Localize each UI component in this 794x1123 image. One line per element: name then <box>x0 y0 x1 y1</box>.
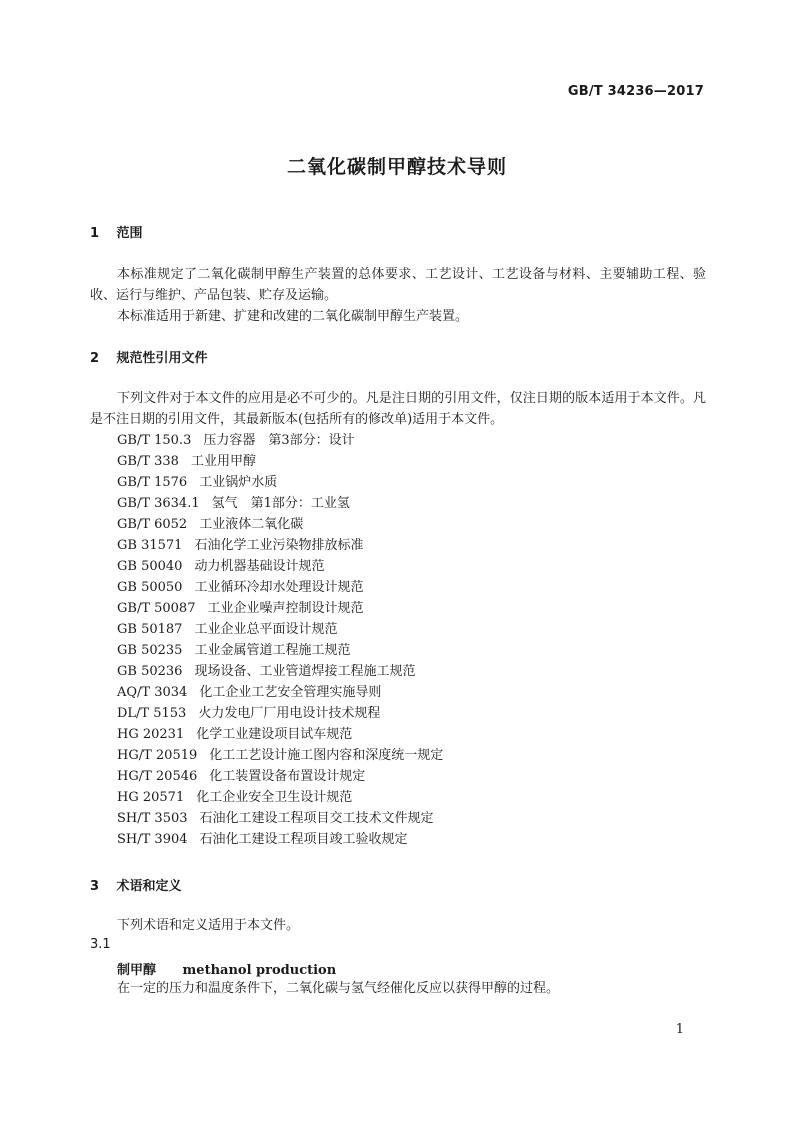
ref-title: 火力发电厂厂用电设计技术规程 <box>198 706 381 721</box>
ref-title: 动力机器基础设计规范 <box>194 559 325 574</box>
standard-number: GB/T 34236—2017 <box>567 84 704 99</box>
section-terms-heading <box>90 875 182 894</box>
ref-title: 压力容器 第3部分：设计 <box>203 433 355 448</box>
section-title: 规范性引用文件 <box>116 351 208 366</box>
ref-title: 工业锅炉水质 <box>199 475 278 490</box>
term-chinese: 制甲醇 <box>117 963 157 978</box>
ref-code: GB 31571 <box>117 538 183 553</box>
ref-code: GB/T 50087 <box>117 601 196 616</box>
ref-code: SH/T 3904 <box>117 832 188 847</box>
ref-title: 化工企业安全卫生设计规范 <box>196 790 353 805</box>
ref-code: GB 50187 <box>117 622 183 637</box>
ref-code: GB 50235 <box>117 643 183 658</box>
ref-code: HG 20231 <box>117 727 185 742</box>
list-item <box>117 577 443 598</box>
list-item <box>117 703 443 724</box>
ref-code: GB/T 1576 <box>117 475 188 490</box>
list-item <box>117 640 443 661</box>
ref-code: GB 50040 <box>117 559 183 574</box>
ref-title: 氢气 第1部分：工业氢 <box>211 496 350 511</box>
ref-title: 化工装置设备布置设计规定 <box>209 769 366 784</box>
ref-title: 工业用甲醇 <box>190 454 256 469</box>
refs-intro-paragraph: 下列文件对于本文件的应用是必不可少的。凡是注日期的引用文件，仅注日期的版本适用于本文件。凡是不注日期的引用文件，其最新版本(包括所有的修改单)适用于本文件。 <box>90 391 706 427</box>
ref-title: 化工企业工艺安全管理实施导则 <box>199 685 382 700</box>
scope-paragraph-2: 本标准适用于新建、扩建和改建的二氧化碳制甲醇生产装置。 <box>117 309 469 324</box>
term-entry-number: 3.1 <box>90 937 111 952</box>
list-item <box>117 619 443 640</box>
term-english: methanol production <box>182 963 337 978</box>
ref-code: HG/T 20519 <box>117 748 198 763</box>
ref-title: 化学工业建设项目试车规范 <box>196 727 353 742</box>
list-item <box>117 661 443 682</box>
list-item <box>117 766 443 787</box>
ref-code: GB/T 6052 <box>117 517 188 532</box>
reference-list <box>117 430 443 850</box>
section-scope-heading <box>90 222 143 241</box>
ref-title: 石油化学工业污染物排放标准 <box>194 538 364 553</box>
ref-code: HG 20571 <box>117 790 185 805</box>
ref-title: 工业循环冷却水处理设计规范 <box>194 580 364 595</box>
list-item <box>117 430 443 451</box>
document-title: 二氧化碳制甲醇技术导则 <box>286 156 507 178</box>
list-item <box>117 514 443 535</box>
section-title: 范围 <box>116 226 143 241</box>
ref-title: 工业金属管道工程施工规范 <box>194 643 351 658</box>
ref-code: GB 50236 <box>117 664 183 679</box>
term-entry-title <box>117 959 336 978</box>
page-number: 1 <box>675 1022 684 1037</box>
list-item <box>117 745 443 766</box>
section-number: 1 <box>90 226 100 241</box>
list-item <box>117 724 443 745</box>
ref-code: GB/T 150.3 <box>117 433 192 448</box>
term-definition: 在一定的压力和温度条件下，二氧化碳与氢气经催化反应以获得甲醇的过程。 <box>117 981 560 996</box>
scope-paragraph-1: 本标准规定了二氧化碳制甲醇生产装置的总体要求、工艺设计、工艺设备与材料、主要辅助工程、验收、运行与维护、产品包装、贮存及运输。 <box>90 267 706 303</box>
list-item <box>117 493 443 514</box>
ref-title: 化工工艺设计施工图内容和深度统一规定 <box>209 748 444 763</box>
ref-code: GB/T 3634.1 <box>117 496 200 511</box>
list-item <box>117 787 443 808</box>
ref-code: GB 50050 <box>117 580 183 595</box>
ref-title: 现场设备、工业管道焊接工程施工规范 <box>194 664 416 679</box>
ref-code: AQ/T 3034 <box>117 685 188 700</box>
ref-code: GB/T 338 <box>117 454 179 469</box>
ref-code: SH/T 3503 <box>117 811 188 826</box>
ref-code: DL/T 5153 <box>117 706 187 721</box>
list-item <box>117 451 443 472</box>
section-title: 术语和定义 <box>116 879 182 894</box>
ref-title: 石油化工建设工程项目竣工验收规定 <box>199 832 408 847</box>
ref-title: 工业企业噪声控制设计规范 <box>207 601 364 616</box>
ref-title: 工业液体二氧化碳 <box>199 517 304 532</box>
list-item <box>117 682 443 703</box>
list-item <box>117 598 443 619</box>
terms-intro-paragraph: 下列术语和定义适用于本文件。 <box>117 918 300 933</box>
section-number: 2 <box>90 351 100 366</box>
section-refs-heading <box>90 347 208 366</box>
list-item <box>117 808 443 829</box>
ref-title: 工业企业总平面设计规范 <box>194 622 338 637</box>
section-number: 3 <box>90 879 100 894</box>
list-item <box>117 556 443 577</box>
ref-code: HG/T 20546 <box>117 769 198 784</box>
list-item <box>117 535 443 556</box>
list-item <box>117 472 443 493</box>
ref-title: 石油化工建设工程项目交工技术文件规定 <box>199 811 434 826</box>
list-item <box>117 829 443 850</box>
